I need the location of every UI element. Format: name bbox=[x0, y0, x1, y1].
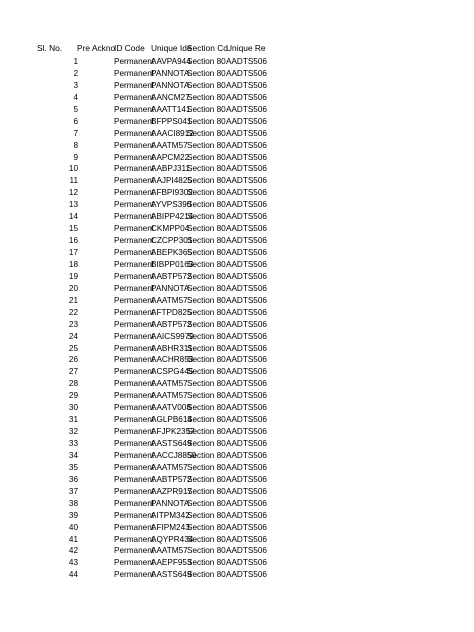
cell-unique-ref[interactable]: AADTS506 bbox=[226, 212, 267, 222]
cell-id-code[interactable]: Permanent bbox=[114, 462, 155, 472]
table-row bbox=[0, 438, 474, 450]
cell-section-code[interactable]: Section 80 bbox=[187, 57, 226, 66]
cell-sl-no[interactable]: 29 bbox=[68, 391, 78, 401]
table-row bbox=[0, 116, 474, 128]
cell-section-code[interactable]: Section 80 bbox=[187, 188, 226, 198]
cell-id-code[interactable]: Permanent bbox=[114, 176, 155, 186]
table-row bbox=[0, 522, 474, 534]
cell-unique-ref[interactable]: AADTS506 bbox=[226, 427, 267, 437]
cell-unique-id[interactable]: AAPCM22 bbox=[151, 152, 190, 162]
table-row bbox=[0, 80, 474, 92]
cell-unique-id[interactable]: AAATM57 bbox=[151, 462, 188, 472]
cell-section-code[interactable]: Section 80 bbox=[187, 331, 226, 341]
cell-sl-no[interactable]: 43 bbox=[68, 558, 78, 568]
header-row bbox=[0, 40, 474, 56]
table-row bbox=[0, 223, 474, 235]
table-row bbox=[0, 343, 474, 355]
table-row bbox=[0, 271, 474, 283]
cell-unique-id[interactable]: BFPPS041 bbox=[151, 116, 192, 126]
cell-section-code[interactable]: Section 80 bbox=[187, 259, 226, 269]
table-row bbox=[0, 402, 474, 414]
cell-id-code[interactable]: Permanent bbox=[114, 439, 155, 448]
cell-id-code[interactable]: Permanent bbox=[114, 391, 155, 401]
cell-unique-id[interactable]: AAATV008 bbox=[151, 403, 191, 413]
cell-unique-ref[interactable]: AADTS506 bbox=[226, 152, 267, 162]
cell-sl-no[interactable]: 25 bbox=[68, 343, 78, 353]
cell-id-code[interactable]: Permanent bbox=[114, 534, 155, 544]
cell-sl-no[interactable]: 41 bbox=[68, 534, 78, 544]
table-row bbox=[0, 331, 474, 343]
cell-unique-ref[interactable]: AADTS506 bbox=[226, 236, 267, 246]
cell-sl-no[interactable]: 38 bbox=[68, 498, 78, 508]
cell-unique-id[interactable]: AGLPB614 bbox=[151, 415, 192, 425]
cell-unique-id[interactable]: PANNOTA bbox=[151, 68, 190, 78]
cell-unique-id[interactable]: CZCPP301 bbox=[151, 236, 193, 246]
cell-unique-ref[interactable]: AADTS506 bbox=[226, 92, 267, 102]
cell-id-code[interactable]: Permanent bbox=[114, 522, 155, 532]
cell-unique-id[interactable]: AFIPM243 bbox=[151, 522, 190, 532]
cell-unique-ref[interactable]: AADTS506 bbox=[226, 450, 267, 460]
cell-unique-id[interactable]: PANNOTA bbox=[151, 498, 190, 508]
cell-sl-no[interactable]: 24 bbox=[68, 331, 78, 341]
cell-unique-ref[interactable]: AADTS506 bbox=[226, 355, 267, 365]
cell-unique-id[interactable]: AABTP572 bbox=[151, 474, 192, 484]
table-row bbox=[0, 569, 474, 581]
cell-section-code[interactable]: Section 80 bbox=[187, 128, 226, 138]
cell-section-code[interactable]: Section 80 bbox=[187, 462, 226, 472]
cell-sl-no[interactable]: 28 bbox=[68, 379, 78, 389]
cell-section-code[interactable]: Section 80 bbox=[187, 295, 226, 305]
cell-unique-ref[interactable]: AADTS506 bbox=[226, 307, 267, 317]
cell-sl-no[interactable]: 15 bbox=[68, 224, 78, 234]
table-row bbox=[0, 319, 474, 331]
cell-id-code[interactable]: Permanent bbox=[114, 248, 155, 257]
cell-unique-ref[interactable]: AADTS506 bbox=[226, 415, 267, 425]
cell-unique-ref[interactable]: AADTS506 bbox=[226, 379, 267, 389]
cell-section-code[interactable]: Section 80 bbox=[187, 80, 226, 90]
cell-unique-ref[interactable]: AADTS506 bbox=[226, 462, 267, 472]
cell-sl-no[interactable]: 12 bbox=[68, 188, 78, 198]
cell-section-code[interactable]: Section 80 bbox=[187, 546, 226, 556]
cell-unique-ref[interactable]: AADTS506 bbox=[226, 283, 267, 293]
cell-unique-id[interactable]: AAZPR917 bbox=[151, 486, 192, 496]
cell-section-code[interactable]: Section 80 bbox=[187, 200, 226, 210]
table-row bbox=[0, 366, 474, 378]
cell-section-code[interactable]: Section 80 bbox=[187, 116, 226, 126]
table-row bbox=[0, 510, 474, 522]
table-row bbox=[0, 557, 474, 569]
table-body bbox=[0, 56, 474, 581]
header-unique-ref[interactable]: Unique Re bbox=[226, 43, 266, 53]
table-row bbox=[0, 187, 474, 199]
cell-section-code[interactable]: Section 80 bbox=[187, 140, 226, 150]
cell-sl-no[interactable]: 6 bbox=[73, 116, 78, 126]
cell-id-code[interactable]: Permanent bbox=[114, 450, 155, 460]
cell-id-code[interactable]: Permanent bbox=[114, 343, 155, 353]
cell-id-code[interactable]: Permanent bbox=[114, 271, 155, 281]
cell-section-code[interactable]: Section 80 bbox=[187, 224, 226, 234]
cell-id-code[interactable]: Permanent bbox=[114, 200, 155, 210]
cell-unique-ref[interactable]: AADTS506 bbox=[226, 343, 267, 353]
cell-sl-no[interactable]: 13 bbox=[68, 200, 78, 210]
cell-id-code[interactable]: Permanent bbox=[114, 307, 155, 317]
table-row bbox=[0, 534, 474, 546]
table-row bbox=[0, 545, 474, 557]
cell-section-code[interactable]: Section 80 bbox=[187, 522, 226, 532]
cell-unique-ref[interactable]: AADTS506 bbox=[226, 331, 267, 341]
table-row bbox=[0, 104, 474, 116]
cell-unique-id[interactable]: AACHR853 bbox=[151, 355, 194, 365]
cell-id-code[interactable]: Permanent bbox=[114, 355, 155, 365]
header-sl-no[interactable]: Sl. No. bbox=[37, 43, 63, 53]
header-section-code[interactable]: Section Co bbox=[187, 43, 228, 53]
cell-sl-no[interactable]: 42 bbox=[68, 546, 78, 556]
cell-unique-ref[interactable]: AADTS506 bbox=[226, 259, 267, 269]
header-unique-id[interactable]: Unique Ide bbox=[151, 43, 192, 53]
cell-section-code[interactable]: Section 80 bbox=[187, 92, 226, 102]
cell-id-code[interactable]: Permanent bbox=[114, 570, 155, 580]
cell-unique-ref[interactable]: AADTS506 bbox=[226, 486, 267, 496]
table-row bbox=[0, 486, 474, 498]
cell-sl-no[interactable]: 40 bbox=[68, 522, 78, 532]
header-pre-ack[interactable]: Pre Ackno bbox=[77, 43, 116, 53]
cell-section-code[interactable]: Section 80 bbox=[187, 427, 226, 437]
cell-sl-no[interactable]: 9 bbox=[73, 152, 78, 162]
cell-section-code[interactable]: Section 80 bbox=[187, 343, 226, 353]
cell-sl-no[interactable]: 23 bbox=[68, 319, 78, 329]
cell-section-code[interactable]: Section 80 bbox=[187, 248, 226, 257]
cell-unique-ref[interactable]: AADTS506 bbox=[226, 558, 267, 568]
cell-sl-no[interactable]: 3 bbox=[73, 80, 78, 90]
cell-unique-ref[interactable]: AADTS506 bbox=[226, 403, 267, 413]
cell-section-code[interactable]: Section 80 bbox=[187, 212, 226, 222]
cell-sl-no[interactable]: 10 bbox=[68, 164, 78, 174]
cell-unique-id[interactable]: AABTP572 bbox=[151, 271, 192, 281]
cell-unique-id[interactable]: AABTP572 bbox=[151, 319, 192, 329]
cell-section-code[interactable]: Section 80 bbox=[187, 534, 226, 544]
cell-unique-id[interactable]: AAATM57 bbox=[151, 391, 188, 401]
cell-section-code[interactable]: Section 80 bbox=[187, 379, 226, 389]
cell-unique-ref[interactable]: AADTS506 bbox=[226, 570, 267, 580]
cell-sl-no[interactable]: 44 bbox=[68, 570, 78, 580]
cell-unique-ref[interactable]: AADTS506 bbox=[226, 546, 267, 556]
cell-section-code[interactable]: Section 80 bbox=[187, 104, 226, 114]
table-row bbox=[0, 140, 474, 152]
cell-section-code[interactable]: Section 80 bbox=[187, 510, 226, 520]
cell-unique-id[interactable]: PANNOTA bbox=[151, 283, 190, 293]
cell-section-code[interactable]: Section 80 bbox=[187, 271, 226, 281]
cell-unique-ref[interactable]: AADTS506 bbox=[226, 319, 267, 329]
table-row bbox=[0, 259, 474, 271]
cell-unique-id[interactable]: ACSPG445 bbox=[151, 367, 194, 377]
cell-unique-ref[interactable]: AADTS506 bbox=[226, 391, 267, 401]
cell-unique-id[interactable]: AASTS649 bbox=[151, 439, 192, 448]
cell-sl-no[interactable]: 21 bbox=[68, 295, 78, 305]
cell-sl-no[interactable]: 31 bbox=[68, 415, 78, 425]
cell-section-code[interactable]: Section 80 bbox=[187, 558, 226, 568]
cell-unique-ref[interactable]: AADTS506 bbox=[226, 367, 267, 377]
cell-unique-ref[interactable]: AADTS506 bbox=[226, 295, 267, 305]
cell-sl-no[interactable]: 7 bbox=[73, 128, 78, 138]
cell-id-code[interactable]: Permanent bbox=[114, 68, 155, 78]
cell-unique-ref[interactable]: AADTS506 bbox=[226, 188, 267, 198]
table-row bbox=[0, 68, 474, 80]
cell-sl-no[interactable]: 36 bbox=[68, 474, 78, 484]
cell-id-code[interactable]: Permanent bbox=[114, 558, 155, 568]
cell-sl-no[interactable]: 4 bbox=[73, 92, 78, 102]
table-row bbox=[0, 295, 474, 307]
cell-sl-no[interactable]: 19 bbox=[68, 271, 78, 281]
cell-id-code[interactable]: Permanent bbox=[114, 474, 155, 484]
table-row bbox=[0, 247, 474, 259]
cell-section-code[interactable]: Section 80 bbox=[187, 176, 226, 186]
table-row bbox=[0, 498, 474, 510]
cell-id-code[interactable]: Permanent bbox=[114, 128, 155, 138]
cell-unique-id[interactable]: AITPM342 bbox=[151, 510, 190, 520]
cell-unique-ref[interactable]: AADTS506 bbox=[226, 510, 267, 520]
cell-unique-id[interactable]: AACCJ8850 bbox=[151, 450, 197, 460]
cell-id-code[interactable]: Permanent bbox=[114, 259, 155, 269]
cell-unique-id[interactable]: AYVPS390 bbox=[151, 200, 192, 210]
cell-unique-id[interactable]: BIBPP0163 bbox=[151, 259, 194, 269]
cell-id-code[interactable]: Permanent bbox=[114, 486, 155, 496]
cell-section-code[interactable]: Section 80 bbox=[187, 439, 226, 448]
table-row bbox=[0, 354, 474, 366]
cell-sl-no[interactable]: 20 bbox=[68, 283, 78, 293]
cell-section-code[interactable]: Section 80 bbox=[187, 403, 226, 413]
cell-unique-ref[interactable]: AADTS506 bbox=[226, 224, 267, 234]
cell-sl-no[interactable]: 5 bbox=[73, 104, 78, 114]
cell-id-code[interactable]: Permanent bbox=[114, 427, 155, 437]
cell-sl-no[interactable]: 16 bbox=[68, 236, 78, 246]
cell-id-code[interactable]: Permanent bbox=[114, 498, 155, 508]
cell-id-code[interactable]: Permanent bbox=[114, 283, 155, 293]
cell-unique-id[interactable]: AAATM57 bbox=[151, 379, 188, 389]
cell-id-code[interactable]: Permanent bbox=[114, 164, 155, 174]
cell-unique-ref[interactable]: AADTS506 bbox=[226, 164, 267, 174]
cell-unique-id[interactable]: AAATM57 bbox=[151, 140, 188, 150]
table-row bbox=[0, 235, 474, 247]
table-row bbox=[0, 474, 474, 486]
cell-unique-ref[interactable]: AADTS506 bbox=[226, 140, 267, 150]
table-row bbox=[0, 152, 474, 164]
cell-unique-ref[interactable]: AADTS506 bbox=[226, 534, 267, 544]
cell-sl-no[interactable]: 11 bbox=[69, 176, 78, 186]
cell-section-code[interactable]: Section 80 bbox=[187, 367, 226, 377]
cell-unique-id[interactable]: AFTPD825 bbox=[151, 307, 192, 317]
cell-section-code[interactable]: Section 80 bbox=[187, 152, 226, 162]
cell-section-code[interactable]: Section 80 bbox=[187, 570, 226, 580]
cell-sl-no[interactable]: 37 bbox=[68, 486, 78, 496]
cell-unique-id[interactable]: AFJPK2357 bbox=[151, 427, 195, 437]
table-row bbox=[0, 390, 474, 402]
table-row bbox=[0, 163, 474, 175]
table-row bbox=[0, 414, 474, 426]
cell-sl-no[interactable]: 30 bbox=[68, 403, 78, 413]
header-id-code[interactable]: ID Code bbox=[114, 43, 145, 53]
cell-section-code[interactable]: Section 80 bbox=[187, 236, 226, 246]
table-row bbox=[0, 175, 474, 187]
table-row bbox=[0, 199, 474, 211]
cell-id-code[interactable]: Permanent bbox=[114, 236, 155, 246]
cell-sl-no[interactable]: 17 bbox=[68, 248, 78, 257]
cell-unique-ref[interactable]: AADTS506 bbox=[226, 68, 267, 78]
cell-sl-no[interactable]: 32 bbox=[68, 427, 78, 437]
table-row bbox=[0, 56, 474, 68]
cell-sl-no[interactable]: 33 bbox=[68, 439, 78, 448]
cell-unique-id[interactable]: PANNOTA bbox=[151, 80, 190, 90]
spreadsheet-table bbox=[0, 40, 474, 581]
cell-id-code[interactable]: Permanent bbox=[114, 319, 155, 329]
cell-section-code[interactable]: Section 80 bbox=[187, 498, 226, 508]
table-row bbox=[0, 307, 474, 319]
cell-sl-no[interactable]: 26 bbox=[68, 355, 78, 365]
cell-unique-id[interactable]: AANCM27 bbox=[151, 92, 190, 102]
cell-sl-no[interactable]: 35 bbox=[68, 462, 78, 472]
cell-id-code[interactable]: Permanent bbox=[114, 57, 155, 66]
table-row bbox=[0, 283, 474, 295]
table-row bbox=[0, 462, 474, 474]
cell-sl-no[interactable]: 39 bbox=[68, 510, 78, 520]
cell-sl-no[interactable]: 27 bbox=[68, 367, 78, 377]
cell-unique-ref[interactable]: AADTS506 bbox=[226, 522, 267, 532]
cell-id-code[interactable]: Permanent bbox=[114, 379, 155, 389]
table-row bbox=[0, 92, 474, 104]
cell-sl-no[interactable]: 2 bbox=[73, 68, 78, 78]
cell-id-code[interactable]: Permanent bbox=[114, 80, 155, 90]
table-row bbox=[0, 211, 474, 223]
cell-section-code[interactable]: Section 80 bbox=[187, 391, 226, 401]
cell-unique-ref[interactable]: AADTS506 bbox=[226, 176, 267, 186]
cell-section-code[interactable]: Section 80 bbox=[187, 450, 226, 460]
cell-unique-id[interactable]: AASTS649 bbox=[151, 570, 192, 580]
cell-unique-ref[interactable]: AADTS506 bbox=[226, 128, 267, 138]
cell-sl-no[interactable]: 8 bbox=[73, 140, 78, 150]
table-row bbox=[0, 426, 474, 438]
cell-id-code[interactable]: Permanent bbox=[114, 331, 155, 341]
cell-unique-id[interactable]: AAVPA944 bbox=[151, 57, 191, 66]
cell-sl-no[interactable]: 22 bbox=[68, 307, 78, 317]
cell-unique-id[interactable]: AAATM57 bbox=[151, 295, 188, 305]
cell-unique-id[interactable]: AABHR311 bbox=[151, 343, 193, 353]
cell-unique-ref[interactable]: AADTS506 bbox=[226, 104, 267, 114]
cell-unique-id[interactable]: AAATM57 bbox=[151, 546, 188, 556]
cell-section-code[interactable]: Section 80 bbox=[187, 68, 226, 78]
table-row bbox=[0, 128, 474, 140]
cell-unique-id[interactable]: AAJPI4825 bbox=[151, 176, 192, 186]
cell-sl-no[interactable]: 14 bbox=[68, 212, 78, 222]
cell-unique-ref[interactable]: AADTS506 bbox=[226, 80, 267, 90]
cell-unique-id[interactable]: ABEPK365 bbox=[151, 248, 192, 257]
cell-section-code[interactable]: Section 80 bbox=[187, 319, 226, 329]
cell-section-code[interactable]: Section 80 bbox=[187, 164, 226, 174]
cell-unique-ref[interactable]: AADTS506 bbox=[226, 498, 267, 508]
cell-id-code[interactable]: Permanent bbox=[114, 116, 155, 126]
cell-id-code[interactable]: Permanent bbox=[114, 188, 155, 198]
cell-unique-id[interactable]: ABIPP4214 bbox=[151, 212, 194, 222]
cell-section-code[interactable]: Section 80 bbox=[187, 415, 226, 425]
cell-id-code[interactable]: Permanent bbox=[114, 295, 155, 305]
cell-id-code[interactable]: Permanent bbox=[114, 152, 155, 162]
cell-id-code[interactable]: Permanent bbox=[114, 140, 155, 150]
cell-id-code[interactable]: Permanent bbox=[114, 104, 155, 114]
cell-id-code[interactable]: Permanent bbox=[114, 367, 155, 377]
cell-unique-id[interactable]: AFBPI9302 bbox=[151, 188, 193, 198]
cell-id-code[interactable]: Permanent bbox=[114, 510, 155, 520]
cell-unique-ref[interactable]: AADTS506 bbox=[226, 248, 267, 257]
cell-unique-ref[interactable]: AADTS506 bbox=[226, 57, 267, 66]
cell-section-code[interactable]: Section 80 bbox=[187, 474, 226, 484]
cell-unique-ref[interactable]: AADTS506 bbox=[226, 439, 267, 448]
cell-unique-ref[interactable]: AADTS506 bbox=[226, 116, 267, 126]
table-row bbox=[0, 450, 474, 462]
cell-id-code[interactable]: Permanent bbox=[114, 92, 155, 102]
cell-unique-id[interactable]: AAICS9979 bbox=[151, 331, 194, 341]
cell-unique-ref[interactable]: AADTS506 bbox=[226, 200, 267, 210]
cell-unique-id[interactable]: CKMPP04 bbox=[151, 224, 190, 234]
table-row bbox=[0, 378, 474, 390]
cell-sl-no[interactable]: 18 bbox=[68, 259, 78, 269]
cell-unique-ref[interactable]: AADTS506 bbox=[226, 474, 267, 484]
cell-id-code[interactable]: Permanent bbox=[114, 546, 155, 556]
cell-section-code[interactable]: Section 80 bbox=[187, 307, 226, 317]
cell-unique-id[interactable]: AAACI8912 bbox=[151, 128, 194, 138]
cell-id-code[interactable]: Permanent bbox=[114, 212, 155, 222]
cell-id-code[interactable]: Permanent bbox=[114, 403, 155, 413]
cell-sl-no[interactable]: 1 bbox=[73, 57, 78, 66]
cell-section-code[interactable]: Section 80 bbox=[187, 283, 226, 293]
cell-unique-id[interactable]: AAEPF953 bbox=[151, 558, 192, 568]
cell-section-code[interactable]: Section 80 bbox=[187, 355, 226, 365]
cell-id-code[interactable]: Permanent bbox=[114, 415, 155, 425]
cell-unique-id[interactable]: AQYPR434 bbox=[151, 534, 194, 544]
cell-id-code[interactable]: Permanent bbox=[114, 224, 155, 234]
cell-unique-id[interactable]: AAATT141 bbox=[151, 104, 191, 114]
cell-sl-no[interactable]: 34 bbox=[68, 450, 78, 460]
cell-unique-ref[interactable]: AADTS506 bbox=[226, 271, 267, 281]
cell-section-code[interactable]: Section 80 bbox=[187, 486, 226, 496]
cell-unique-id[interactable]: AABPJ311 bbox=[151, 164, 190, 174]
